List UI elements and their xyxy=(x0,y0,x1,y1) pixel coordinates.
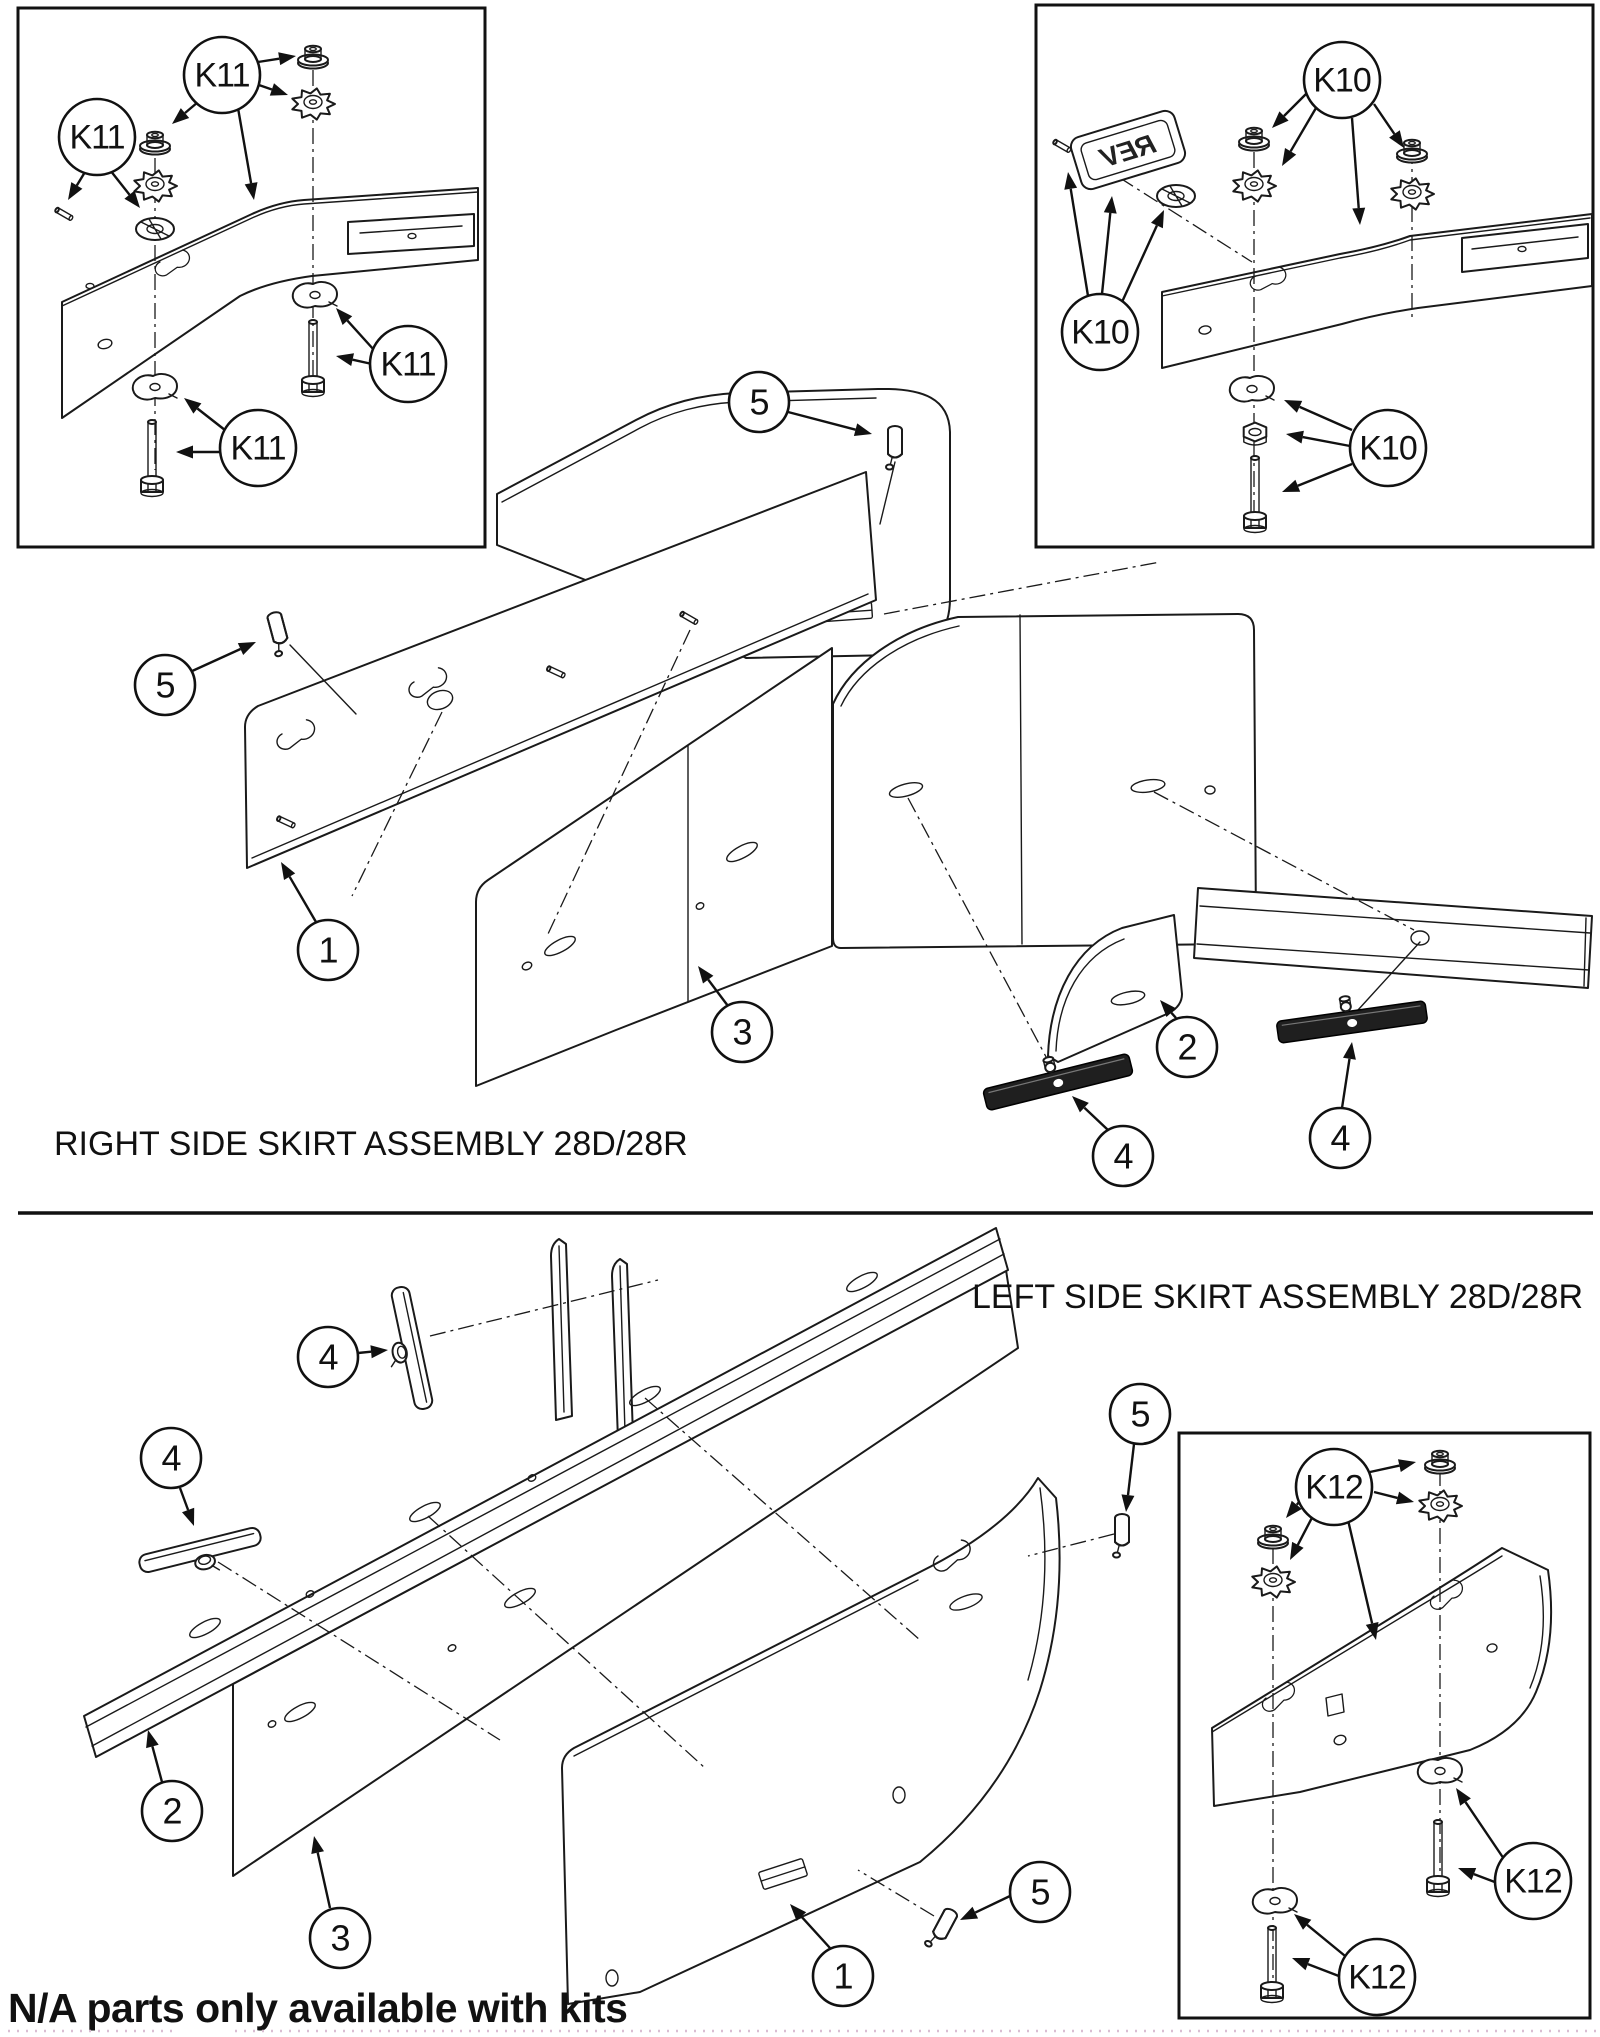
callout-K11 xyxy=(59,99,135,175)
callout-arrow xyxy=(1374,1492,1414,1505)
callout-4 xyxy=(1093,1126,1153,1186)
callout-arrow xyxy=(190,642,256,672)
callout-arrow xyxy=(68,172,85,200)
part-bolt-icon xyxy=(1427,1820,1449,1897)
callout-arrow xyxy=(1456,1788,1506,1862)
callout-K10 xyxy=(1350,410,1426,486)
callout-arrow xyxy=(1102,196,1117,294)
callout-arrow xyxy=(1292,1958,1344,1978)
part-pin-icon xyxy=(1053,139,1072,153)
part-star-knob-icon xyxy=(1391,178,1434,209)
part-washer-icon xyxy=(1157,185,1195,207)
part-washer-icon xyxy=(136,218,174,240)
part-flange-nut-icon xyxy=(298,46,328,69)
part-star-knob-icon xyxy=(134,170,177,201)
part-wing-nut-icon xyxy=(1230,376,1274,402)
callout-arrow xyxy=(1072,1096,1108,1130)
callout-arrow xyxy=(1122,210,1164,302)
callout-arrow xyxy=(258,52,296,65)
callout-arrow xyxy=(1294,1914,1350,1960)
callout-K12 xyxy=(1339,1939,1415,2015)
callout-K11 xyxy=(220,410,296,486)
callout-arrow xyxy=(146,1730,162,1782)
callout-3 xyxy=(712,1002,772,1062)
callout-3 xyxy=(310,1908,370,1968)
part-wing-nut-icon xyxy=(133,374,177,400)
callout-arrow xyxy=(256,83,288,95)
callout-4 xyxy=(1310,1108,1370,1168)
callout-arrow xyxy=(1370,1459,1416,1472)
callout-K10 xyxy=(1062,294,1138,370)
part-flange-nut-icon xyxy=(140,132,170,155)
callout-arrow xyxy=(1282,108,1316,166)
part-wing-nut-icon xyxy=(293,282,337,308)
callout-arrow xyxy=(1374,104,1404,148)
callout-arrow xyxy=(184,398,230,434)
svg-text:K11: K11 xyxy=(380,345,436,384)
callout-K10 xyxy=(1304,42,1380,118)
part-rev-plate-icon xyxy=(1068,108,1187,191)
svg-text:2: 2 xyxy=(162,1790,182,1832)
callout-arrow xyxy=(960,1896,1010,1920)
callout-arrow xyxy=(238,108,258,200)
callout-2 xyxy=(1157,1017,1217,1077)
svg-text:K10: K10 xyxy=(1313,61,1371,100)
part-bolt-icon xyxy=(141,420,163,497)
callout-arrow xyxy=(1348,1520,1379,1640)
part-t-bar-icon xyxy=(138,1526,266,1588)
part-wing-nut-icon xyxy=(1418,1758,1462,1784)
callout-arrow xyxy=(1458,1868,1500,1884)
svg-text:1: 1 xyxy=(318,929,338,971)
callout-arrow xyxy=(180,1488,194,1526)
part-wear-bar-icon xyxy=(1274,985,1428,1043)
right-assembly-title: RIGHT SIDE SKIRT ASSEMBLY 28D/28R xyxy=(54,1125,688,1163)
callout-arrow xyxy=(1286,431,1350,446)
svg-text:5: 5 xyxy=(1030,1871,1050,1913)
callout-K12 xyxy=(1495,1843,1571,1919)
callout-arrow xyxy=(1352,118,1365,225)
part-flange-nut-icon xyxy=(1258,1526,1288,1549)
part-star-knob-icon xyxy=(1419,1490,1462,1521)
svg-text:REV: REV xyxy=(1097,128,1160,174)
part-hex-nut-icon xyxy=(1244,423,1267,445)
panel-mp6-rail xyxy=(1194,888,1592,988)
part-bolt-icon xyxy=(1261,1926,1283,2003)
kit-note: N/A parts only available with kits xyxy=(8,1985,628,2031)
callout-arrow xyxy=(358,1345,388,1358)
svg-text:3: 3 xyxy=(732,1011,752,1053)
part-star-knob-icon xyxy=(1252,1566,1295,1597)
part-t-pin-icon xyxy=(1113,1514,1129,1558)
svg-text:K10: K10 xyxy=(1071,313,1129,352)
callout-5 xyxy=(135,655,195,715)
callout-1 xyxy=(298,920,358,980)
part-star-knob-icon xyxy=(292,88,335,119)
callout-arrow xyxy=(1282,464,1352,492)
callout-4 xyxy=(141,1428,201,1488)
part-star-knob-icon xyxy=(1233,170,1276,201)
panel-fins xyxy=(551,1239,633,1440)
callout-4 xyxy=(298,1327,358,1387)
svg-text:4: 4 xyxy=(318,1336,338,1378)
svg-text:4: 4 xyxy=(161,1437,181,1479)
callout-K12 xyxy=(1296,1449,1372,1525)
callout-arrow xyxy=(336,308,374,350)
callout-5 xyxy=(1010,1862,1070,1922)
callout-arrow xyxy=(1122,1444,1135,1512)
svg-text:5: 5 xyxy=(1130,1393,1150,1435)
svg-text:2: 2 xyxy=(1177,1026,1197,1068)
callout-1 xyxy=(813,1946,873,2006)
part-wing-nut-icon xyxy=(1253,1888,1297,1914)
callout-5 xyxy=(1110,1384,1170,1444)
callout-K11 xyxy=(184,37,260,113)
callout-arrow xyxy=(281,862,316,922)
callout-K11 xyxy=(370,326,446,402)
svg-text:5: 5 xyxy=(749,381,769,423)
callout-arrow xyxy=(1284,400,1352,430)
callout-arrow xyxy=(311,1836,330,1908)
svg-text:5: 5 xyxy=(155,664,175,706)
callout-arrow xyxy=(336,353,372,366)
svg-text:K12: K12 xyxy=(1348,1958,1406,1997)
svg-text:K12: K12 xyxy=(1305,1468,1363,1507)
callout-arrow xyxy=(1064,172,1088,296)
callout-arrow xyxy=(1342,1042,1356,1108)
part-bolt-icon xyxy=(1244,456,1266,533)
part-flange-nut-icon xyxy=(1239,128,1269,151)
svg-text:K12: K12 xyxy=(1504,1862,1562,1901)
callout-arrow xyxy=(172,102,198,124)
callout-2 xyxy=(142,1781,202,1841)
left-assembly-title: LEFT SIDE SKIRT ASSEMBLY 28D/28R xyxy=(972,1278,1584,1316)
part-pin-icon xyxy=(55,207,74,221)
part-flange-nut-icon xyxy=(1425,1451,1455,1474)
svg-text:K11: K11 xyxy=(69,118,125,157)
svg-text:K11: K11 xyxy=(230,429,286,468)
svg-text:K11: K11 xyxy=(194,56,250,95)
panel-mp4-right-panel xyxy=(833,614,1256,948)
callout-arrow xyxy=(1272,92,1308,128)
svg-text:4: 4 xyxy=(1330,1117,1350,1159)
svg-text:3: 3 xyxy=(330,1917,350,1959)
panel-k10-bracket xyxy=(1162,214,1592,368)
svg-text:K10: K10 xyxy=(1359,429,1417,468)
svg-text:4: 4 xyxy=(1113,1135,1133,1177)
part-t-pin-icon xyxy=(265,611,292,657)
callout-5 xyxy=(729,372,789,432)
svg-text:1: 1 xyxy=(833,1955,853,1997)
